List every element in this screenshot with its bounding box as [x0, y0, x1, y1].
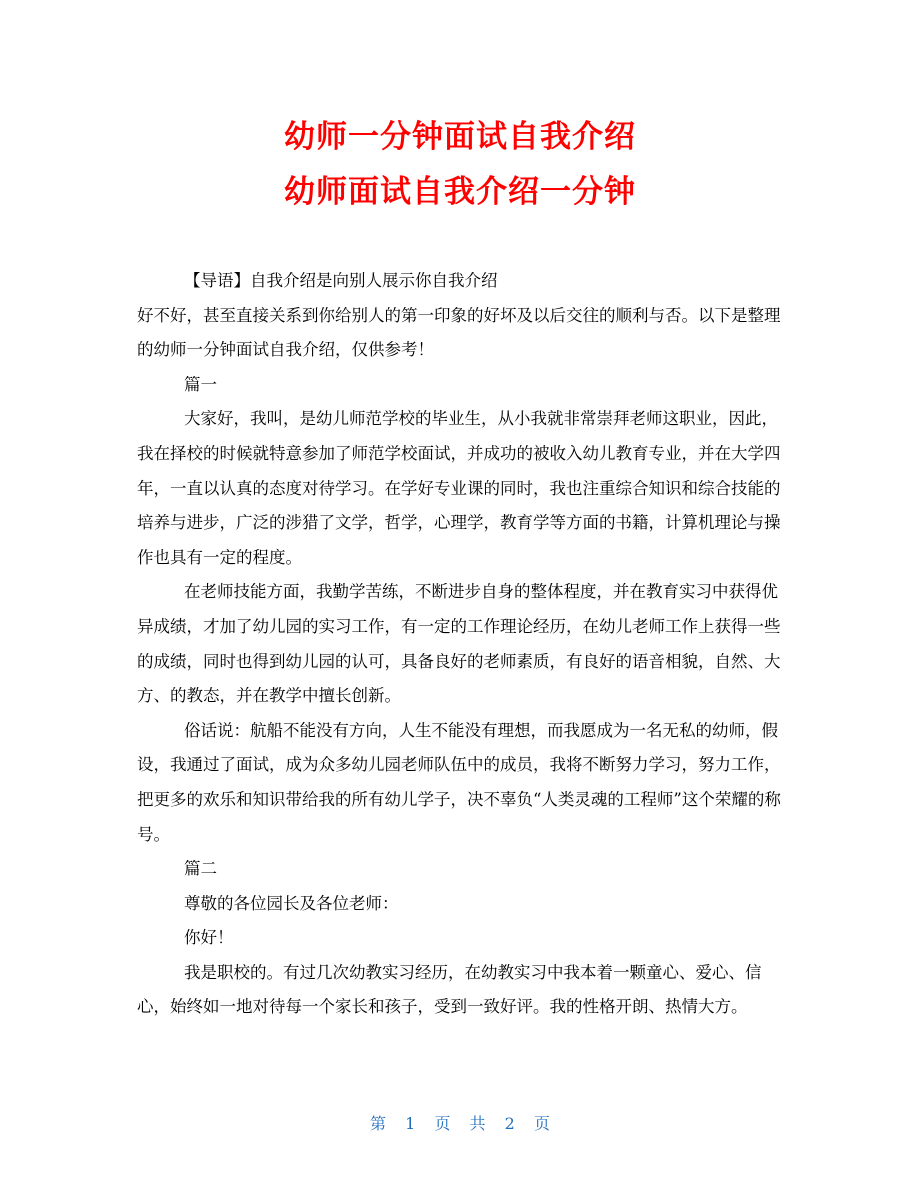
section2-heading: 篇二	[184, 859, 217, 879]
footer-current-page: 1	[405, 1114, 416, 1133]
section2-paragraph-1: 我是职校的。有过几次幼教实习经历，在幼教实习中我本着一颗童心、爱心、信心，始终如一地对待每一个家长和孩子，受到一致好评。我的性格开朗、热情大方。	[137, 962, 762, 1017]
footer-label-total: 共	[469, 1114, 486, 1133]
section1-heading: 篇一	[184, 374, 217, 394]
document-title-line1: 幼师一分钟面试自我介绍	[284, 119, 636, 155]
intro-first-line: 【导语】自我介绍是向别人展示你自我介绍	[184, 271, 498, 290]
section1-paragraph-2: 在老师技能方面，我勤学苦练，不断进步自身的整体程度，并在教育实习中获得优异成绩，才加了幼儿园的实习工作，有一定的工作理论经历，在幼儿老师工作上获得一些的成绩，同时也得到幼儿园的认可，具备良好的老师素质，有良好的语音相貌，自然、大方、的教态，并在教学中擅长创新。	[137, 582, 781, 706]
footer-label-page: 第	[370, 1114, 387, 1133]
footer-total-pages: 2	[504, 1114, 515, 1133]
document-body	[137, 264, 785, 1025]
footer-label-ye: 页	[434, 1114, 451, 1133]
intro-rest: 好不好，甚至直接关系到你给别人的第一印象的好坏及以后交往的顺利与否。以下是整理的幼师一分钟面试自我介绍，仅供参考！	[137, 305, 781, 360]
section2-hello: 你好！	[184, 928, 234, 948]
document-title-line2: 幼师面试自我介绍一分钟	[284, 174, 636, 210]
page-footer	[0, 1112, 920, 1136]
intro-paragraph	[137, 264, 785, 368]
footer-label-ye2: 页	[533, 1114, 550, 1133]
section2-greeting: 尊敬的各位园长及各位老师：	[184, 893, 399, 913]
section1-paragraph-1: 大家好，我叫，是幼儿师范学校的毕业生，从小我就非常崇拜老师这职业，因此，我在择校的时候就特意参加了师范学校面试，并成功的被收入幼儿教育专业，并在大学四年，一直以认真的态度对待学习。在学好专业课的同时，我也注重综合知识和综合技能的培养与进步，广泛的涉猎了文学，哲学，心理学，教育学等方面的书籍，计算机理论与操作也具有一定的程度。	[137, 409, 781, 567]
section1-paragraph-3: 俗话说：航船不能没有方向，人生不能没有理想，而我愿成为一名无私的幼师，假设，我通过了面试，成为众多幼儿园老师队伍中的成员，我将不断努力学习，努力工作，把更多的欢乐和知识带给我的所有幼儿学子，决不辜负“人类灵魂的工程师”这个荣耀的称号。	[137, 720, 781, 844]
